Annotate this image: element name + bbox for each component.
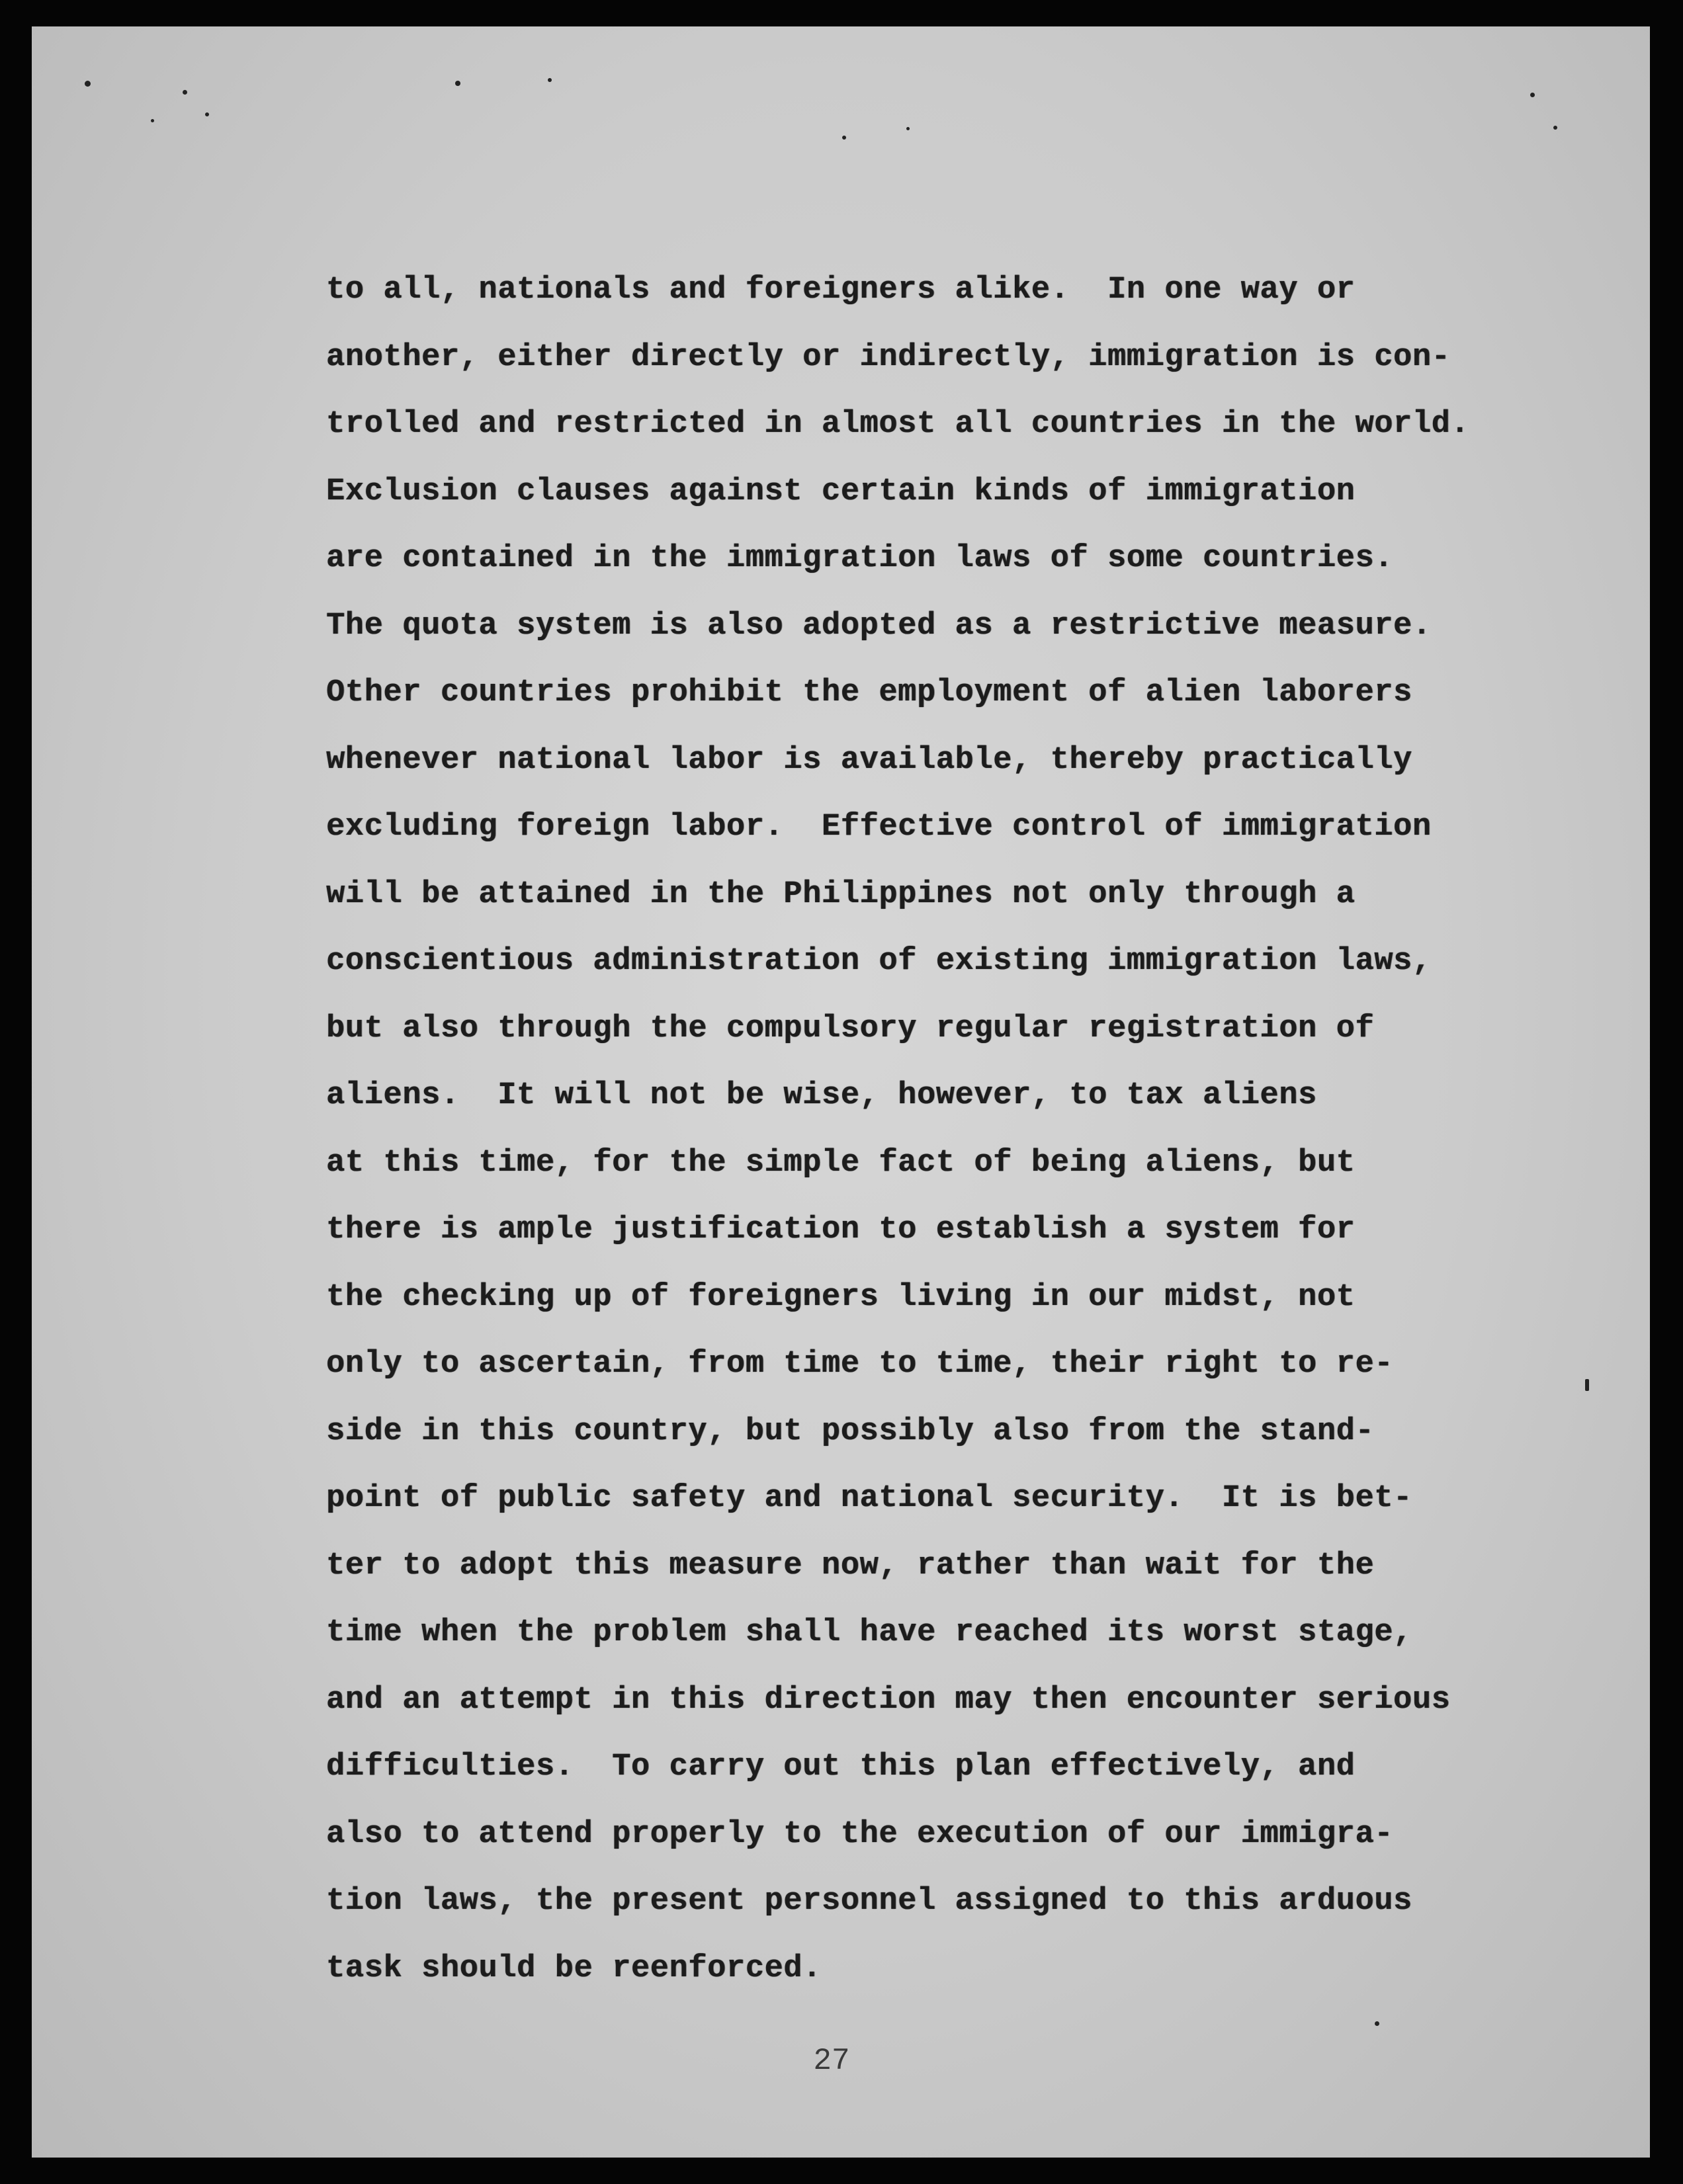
text-line: ter to adopt this measure now, rather than wait for the — [326, 1548, 1375, 1583]
scan-speck — [151, 119, 154, 122]
scan-speck — [455, 81, 460, 86]
page-number: 27 — [813, 2044, 850, 2078]
text-line: also to attend properly to the execution of our immigra- — [326, 1816, 1394, 1852]
text-line: Other countries prohibit the employment of alien laborers — [326, 675, 1412, 710]
text-line: time when the problem shall have reached its worst stage, — [326, 1615, 1412, 1650]
scan-speck — [1553, 126, 1557, 130]
scan-speck — [85, 81, 91, 87]
text-line: excluding foreign labor. Effective control of immigration — [326, 810, 1432, 845]
text-line: there is ample justification to establish a system for — [326, 1212, 1356, 1247]
text-line: and an attempt in this direction may then encounter serious — [326, 1682, 1451, 1718]
text-line: difficulties. To carry out this plan effectively, and — [326, 1749, 1356, 1785]
scan-speck — [548, 78, 552, 82]
text-line: to all, nationals and foreigners alike. In one way or — [326, 273, 1356, 308]
document-page — [32, 26, 1650, 2158]
scan-speck — [906, 127, 910, 130]
text-line: aliens. It will not be wise, however, to tax aliens — [326, 1078, 1317, 1113]
text-line: tion laws, the present personnel assigned to this arduous — [326, 1884, 1412, 1919]
text-line: at this time, for the simple fact of being aliens, but — [326, 1145, 1356, 1181]
text-line: are contained in the immigration laws of some countries. — [326, 541, 1394, 576]
text-line: trolled and restricted in almost all countries in the world. — [326, 407, 1470, 442]
text-line: will be attained in the Philippines not only through a — [326, 876, 1356, 912]
text-line: another, either directly or indirectly, immigration is con- — [326, 339, 1451, 375]
scan-speck — [1375, 2021, 1379, 2026]
scan-speck — [842, 136, 846, 140]
text-line: task should be reenforced. — [326, 1951, 822, 1986]
scan-speck — [183, 90, 187, 95]
text-line: only to ascertain, from time to time, their right to re- — [326, 1347, 1394, 1382]
text-line: The quota system is also adopted as a restrictive measure. — [326, 608, 1432, 644]
text-line: but also through the compulsory regular registration of — [326, 1011, 1375, 1046]
text-line: the checking up of foreigners living in our midst, not — [326, 1279, 1356, 1315]
document-body — [326, 257, 1623, 2002]
scan-speck — [1530, 93, 1535, 97]
text-line: Exclusion clauses against certain kinds of immigration — [326, 474, 1356, 509]
text-line: conscientious administration of existing immigration laws, — [326, 944, 1432, 979]
text-line: whenever national labor is available, thereby practically — [326, 742, 1412, 778]
text-line: side in this country, but possibly also from the stand- — [326, 1413, 1375, 1449]
text-line: point of public safety and national security. It is bet- — [326, 1481, 1412, 1516]
scan-speck — [205, 112, 209, 116]
